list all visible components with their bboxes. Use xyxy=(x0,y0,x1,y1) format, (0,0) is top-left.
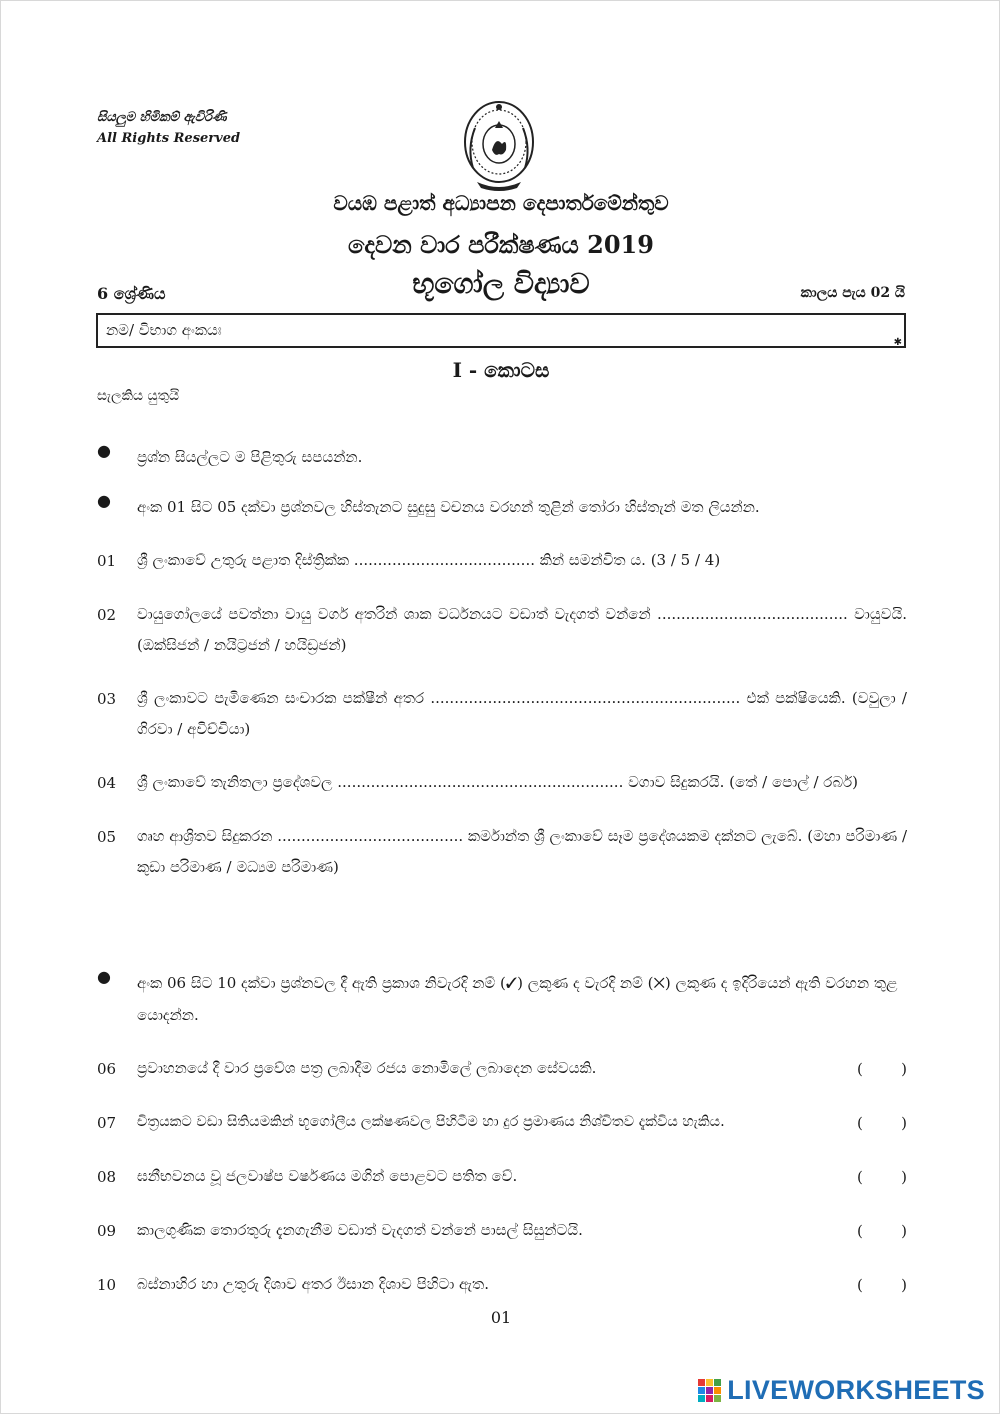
question-number: 04 xyxy=(97,774,117,792)
question-number: 03 xyxy=(97,690,117,708)
question-text: කාලගුණික තොරතුරු දැනගැනීම වඩාත් වැදගත් වන්නේ පාසල් සිසුන්ටයි. xyxy=(137,1221,583,1239)
liveworksheets-text: LIVEWORKSHEETS xyxy=(727,1375,985,1405)
rights-notice xyxy=(97,107,240,149)
answer-bracket[interactable]: ( ) xyxy=(857,1222,907,1240)
question-number: 05 xyxy=(97,828,117,846)
name-index-field[interactable] xyxy=(96,313,906,348)
liveworksheets-logo-icon xyxy=(698,1379,721,1402)
instruction-text: ප්‍රශ්න සියල්ලට ම පිළිතුරු සපයන්න. xyxy=(137,448,363,466)
name-index-label: නම/ විභාග අංකයඃ xyxy=(106,321,222,339)
bullet-icon: ● xyxy=(97,491,111,510)
answer-bracket[interactable]: ( ) xyxy=(857,1276,907,1294)
question-text[interactable]: ශ්‍රී ලංකාවට පැමිණෙන සංචාරක පක්ෂීන් අතර ................................................................. එක් පක්ෂියෙකි. (වවුලා / ගිරවා / අවිච්චියා) xyxy=(137,689,907,738)
asterisk-icon: ✱ xyxy=(893,337,902,348)
question-text[interactable]: ගෘහ ආශ්‍රිතව සිදුකරන ....................................... කර්මාන්ත ශ්‍රී ලංකාවේ සෑම ප්‍රදේශයකම දක්නට ලැබේ. (මහා පරිමාණ / කුඩා පරිමාණ / මධ්‍යම පරිමාණ) xyxy=(137,827,907,876)
answer-bracket[interactable]: ( ) xyxy=(857,1060,907,1078)
question-text: ඝනීභවනය වූ ජලවාෂ්ප වර්ෂණය මගින් පොළවට පතිත වේ. xyxy=(137,1167,518,1185)
answer-bracket[interactable]: ( ) xyxy=(857,1168,907,1186)
question-text[interactable]: ශ්‍රී ලංකාවේ තැනිතලා ප්‍රදේශවල ............................................................ වගාව සිදුකරයි. (තේ / පොල් / රබර්) xyxy=(137,773,858,791)
grade-label: 6 ශ්‍රේණිය xyxy=(97,284,166,303)
department-title: වයඹ පළාත් අධ්‍යාපන දෙපාර්තමේන්තුව xyxy=(333,191,669,215)
instruction-text: අංක 01 සිට 05 දක්වා ප්‍රශ්නවල හිස්තැනට සුදුසු වචනය වරහන් තුළින් තෝරා හිස්තැන් මත ලියන්න. xyxy=(137,498,760,516)
question-number: 08 xyxy=(97,1168,117,1186)
rights-english: All Rights Reserved xyxy=(97,131,241,146)
liveworksheets-watermark xyxy=(698,1375,985,1406)
question-text: බස්නාහිර හා උතුරු දිශාව අතර ඊසාන දිශාව පිහිටා ඇත. xyxy=(137,1275,490,1293)
subject-title: භූගෝල විද්‍යාව xyxy=(412,267,590,300)
bullet-icon: ● xyxy=(97,967,111,986)
instruction-text: අංක 06 සිට 10 දක්වා ප්‍රශ්නවල දී ඇති ප්‍රකාශ නිවැරදි නම් (✓) ලකුණ ද වැරදි නම් (✕) ලකුණ ද ඉදිරියෙන් ඇති වරහන තුළ යොදන්න. xyxy=(137,974,898,1024)
question-text: චිත්‍රයකට වඩා සිතියමකින් භූගෝලීය ලක්ෂණවල පිහිටීම හා දුර ප්‍රමාණය නිශ්චිතව දැක්විය හැකිය. xyxy=(137,1114,725,1130)
question-number: 09 xyxy=(97,1222,117,1240)
question-text[interactable]: ශ්‍රී ලංකාවේ උතුරු පළාත දිස්ත්‍රික්ක ...................................... කින් සමන්විත ය. (3 / 5 / 4) xyxy=(137,551,721,569)
question-number: 06 xyxy=(97,1060,117,1078)
part-title: I - කොටස xyxy=(452,358,550,382)
sri-lanka-emblem-icon xyxy=(459,98,539,194)
question-number: 01 xyxy=(97,552,117,570)
question-text[interactable]: වායුගෝලයේ පවත්නා වායු වර්ග අතරින් ශාක වර්ධනයට වඩාත් වැදගත් වන්නේ ........................................ වායුවයි. (ඔක්සිජන් / නයිට්‍රජන් / හයිඩ්‍රජන්) xyxy=(137,605,907,654)
note-heading: සැලකිය යුතුයි xyxy=(97,388,180,404)
exam-title: දෙවන වාර පරීක්ෂණය 2019 xyxy=(348,230,654,259)
question-number: 02 xyxy=(97,606,117,624)
time-allowed: කාලය පැය 02 යි xyxy=(800,285,905,301)
page-number: 01 xyxy=(490,1308,512,1327)
question-number: 07 xyxy=(97,1114,117,1132)
question-number: 10 xyxy=(97,1276,117,1294)
bullet-icon: ● xyxy=(97,441,111,460)
rights-sinhala: සියලුම හිමිකම් ඇවිරිණි xyxy=(97,110,227,125)
question-text: ප්‍රවාහනයේ දී වාර ප්‍රවේශ පත්‍ර ලබාදීම රජය නොමිලේ ලබාදෙන සේවයකි. xyxy=(137,1059,597,1077)
answer-bracket[interactable]: ( ) xyxy=(857,1114,907,1132)
